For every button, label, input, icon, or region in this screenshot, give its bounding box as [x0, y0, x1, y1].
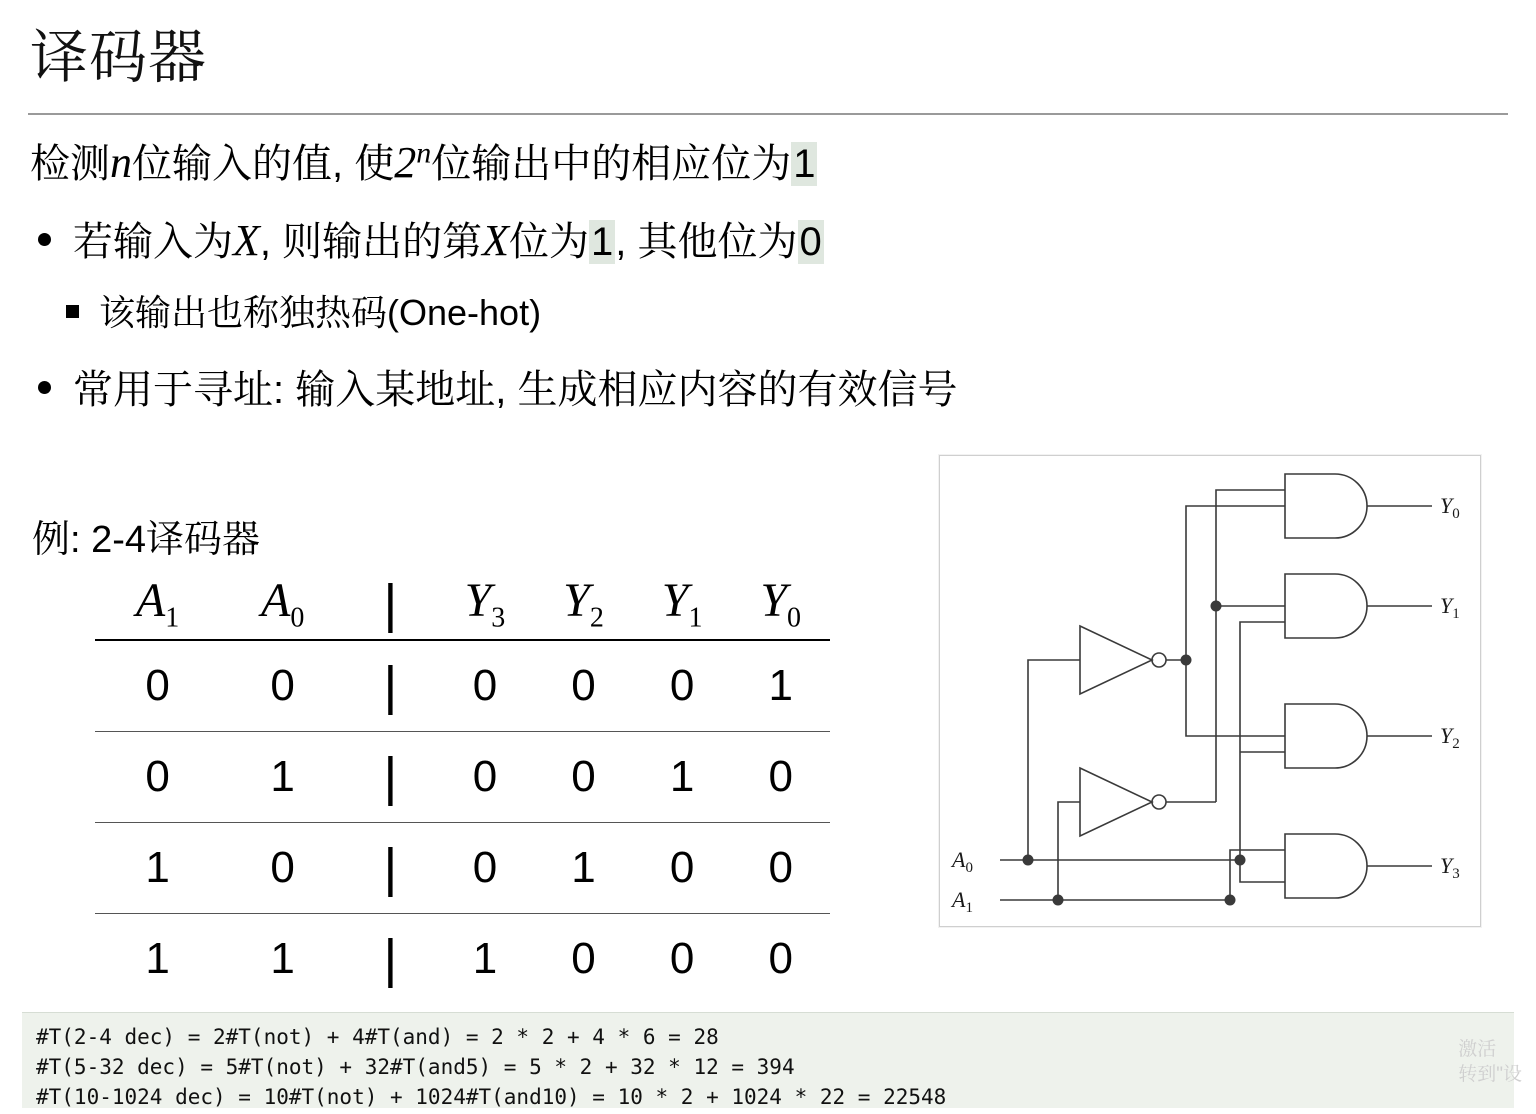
- wire-a0-y1: [1240, 622, 1285, 860]
- cost-note-line-2: #T(5-32 dec) = 5#T(not) + 32#T(and5) = 5 * 2 + 32 * 12 = 394: [36, 1054, 795, 1079]
- cell-y2: 1: [534, 823, 633, 914]
- not-bubble-2: [1152, 795, 1166, 809]
- cell-y2: 0: [534, 732, 633, 823]
- cost-note-line-3: #T(10-1024 dec) = 10#T(not) + 1024#T(and10) = 10 * 2 + 1024 * 22 = 22548: [36, 1084, 947, 1109]
- lead-part2: 位输入的值, 使: [132, 142, 395, 186]
- cell-a0: 0: [220, 823, 345, 914]
- junction-dot: [1023, 855, 1034, 866]
- header-y1-sub: 1: [688, 602, 703, 634]
- header-y0-sub: 0: [787, 602, 802, 634]
- wire-a1-to-not2: [1058, 802, 1080, 900]
- cell-y1: 0: [633, 914, 732, 1005]
- header-y1-base: Y: [661, 574, 689, 628]
- header-a1: [95, 572, 220, 640]
- wire-a0-y3: [1240, 860, 1285, 882]
- cell-y0: 1: [768, 661, 793, 710]
- header-separator: |: [345, 572, 435, 640]
- header-y0-base: Y: [760, 574, 788, 628]
- label-y3: $Y_3$: [1440, 853, 1460, 882]
- cell-separator: |: [345, 823, 435, 914]
- bullet-3-text: 常用于寻址: 输入某地址, 生成相应内容的有效信号: [73, 368, 958, 412]
- bullet-dot-icon: [38, 233, 51, 246]
- header-y1: [633, 572, 732, 640]
- page-title: 译码器: [30, 25, 208, 90]
- lead-part3: 位输出中的相应位为: [431, 142, 792, 186]
- table-row: [95, 823, 830, 914]
- watermark-line-1: 激活: [1458, 1038, 1497, 1060]
- cost-note-line-1: #T(2-4 dec) = 2#T(not) + 4#T(and) = 2 * 2 + 4 * 6 = 28: [36, 1025, 719, 1049]
- junction-dot: [1225, 895, 1236, 906]
- cell-a1: 1: [95, 823, 220, 914]
- bullet-1-part1: 若输入为: [73, 220, 233, 264]
- label-a1: $A_1$: [952, 887, 973, 916]
- bullet-1-part2: , 则输出的第: [259, 220, 483, 264]
- junction-dot: [1181, 655, 1192, 666]
- table-row: [95, 640, 830, 732]
- cell-y0: 0: [731, 914, 830, 1005]
- header-y3: [436, 572, 535, 640]
- header-a1-base: A: [135, 574, 166, 628]
- lead-part1: 检测: [30, 142, 110, 186]
- lead-var-n: n: [110, 138, 132, 187]
- cell-a1: 0: [95, 732, 220, 823]
- cell-a0: 1: [220, 732, 345, 823]
- bullet-1-highlight-1: 1: [591, 220, 614, 264]
- cell-y1: 0: [669, 661, 695, 710]
- truth-table: [95, 572, 830, 1004]
- title-divider: [28, 113, 1508, 115]
- watermark-line-2: 转到"设: [1458, 1064, 1522, 1086]
- cell-y0: 0: [731, 732, 830, 823]
- junction-dot: [1235, 855, 1246, 866]
- lead-base-2: 2: [394, 138, 417, 187]
- bullet-dot-icon: [38, 381, 51, 394]
- not-gate-1: [1080, 626, 1152, 694]
- and-gate-y3: [1285, 834, 1367, 898]
- cell-y3: 1: [436, 914, 535, 1005]
- label-y2: $Y_2$: [1440, 723, 1460, 752]
- lead-highlight-1: 1: [793, 142, 816, 186]
- bullet-1-text: [73, 213, 824, 268]
- junction-dot: [1211, 601, 1222, 612]
- bullet-1-part4: , 其他位为: [615, 220, 798, 264]
- label-y0: $Y_0$: [1440, 493, 1460, 522]
- decoder-circuit-figure: [939, 455, 1481, 927]
- bullet-1-varX-2: X: [482, 216, 510, 265]
- header-a0: [220, 572, 345, 640]
- bullet-1-part3: 位为: [509, 220, 590, 264]
- header-y2: [534, 572, 633, 640]
- header-y3-base: Y: [464, 574, 492, 628]
- bullet-one-hot: [66, 290, 541, 335]
- junction-dot: [1053, 895, 1064, 906]
- bullet-square-icon: [66, 305, 79, 318]
- cell-a1: 1: [95, 914, 220, 1005]
- header-y3-sub: 3: [491, 602, 506, 634]
- wire-not2-y0b: [1216, 490, 1285, 802]
- bullet-input-x: [38, 213, 824, 268]
- cell-y3: 0: [436, 823, 535, 914]
- header-a0-base: A: [261, 574, 291, 628]
- cell-y0: 0: [731, 823, 830, 914]
- label-a0: $A_0$: [952, 847, 973, 876]
- bullet-addressing: [38, 365, 957, 415]
- example-label: 例: 2-4译码器: [32, 519, 261, 561]
- table-row: [95, 732, 830, 823]
- cell-separator: |: [383, 656, 398, 716]
- wire-not1-y0: [1186, 506, 1285, 660]
- cell-y1: 1: [633, 732, 732, 823]
- and-gate-y1: [1285, 574, 1367, 638]
- and-gate-y2: [1285, 704, 1367, 768]
- cell-y3: 0: [472, 661, 498, 710]
- header-y2-sub: 2: [589, 602, 604, 634]
- cell-y2: 0: [534, 914, 633, 1005]
- not-gate-2: [1080, 768, 1152, 836]
- wire-a0-to-not1: [1028, 660, 1080, 860]
- bullet-1-varX-1: X: [233, 216, 260, 265]
- lead-paragraph: [30, 135, 817, 190]
- cell-separator: |: [345, 732, 435, 823]
- wire-not1-y2: [1186, 660, 1285, 736]
- and-gate-y0: [1285, 474, 1367, 538]
- cell-y3: 0: [436, 732, 535, 823]
- cell-a0: 0: [270, 661, 295, 710]
- header-a1-sub: 1: [165, 602, 180, 634]
- cell-y1: 0: [633, 823, 732, 914]
- table-row: [95, 914, 830, 1005]
- cell-a0: 1: [220, 914, 345, 1005]
- bullet-1-highlight-0: 0: [799, 220, 822, 264]
- header-a0-sub: 0: [290, 602, 305, 634]
- label-y1: $Y_1$: [1440, 593, 1460, 622]
- cell-y2: 0: [571, 661, 596, 710]
- circuit-svg: [940, 456, 1478, 924]
- cell-a1: 0: [145, 661, 170, 710]
- lead-exponent-n: n: [416, 136, 432, 170]
- not-bubble-1: [1152, 653, 1166, 667]
- cell-separator: |: [345, 914, 435, 1005]
- table-header-row: [95, 572, 830, 640]
- bullet-2-text: 该输出也称独热码(One-hot): [99, 292, 542, 333]
- header-y2-base: Y: [563, 574, 590, 628]
- cost-note-block: [22, 1012, 1514, 1108]
- header-y0: [731, 572, 830, 640]
